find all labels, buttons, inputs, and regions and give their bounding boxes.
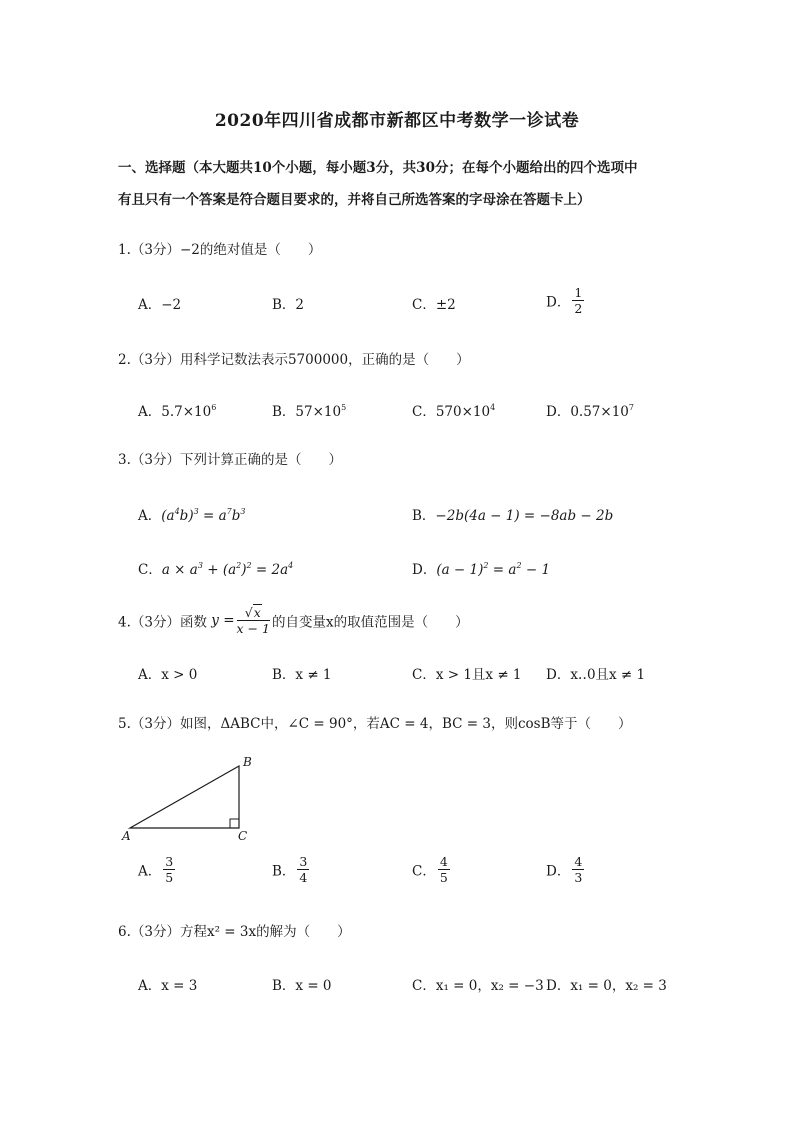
vertex-label-a: A	[122, 829, 131, 843]
option-label: C．	[138, 562, 162, 578]
question-1-option-d-fraction	[572, 286, 584, 315]
question-1-option-a: A．−2	[138, 297, 182, 313]
question-4-option-a: A．x > 0	[138, 667, 198, 683]
option-label: D．	[412, 562, 437, 578]
option-label: C．	[412, 863, 436, 880]
question-5-stem: 5.（3分）如图，ΔABC中，∠C = 90°，若AC = 4，BC = 3，则cosB等于（ ）	[118, 716, 632, 732]
vertex-label-b: B	[243, 755, 252, 769]
question-4-stem-y: y =	[211, 612, 235, 629]
question-4-option-c: C．x > 1且x ≠ 1	[412, 667, 522, 683]
question-3-option-b: B．−2b(4a − 1) = −8ab − 2b	[412, 508, 614, 524]
question-3-option-a: A．$(a^4b)^3 = a^7b^3$	[138, 507, 246, 524]
fraction-numerator: 3	[165, 854, 174, 869]
question-3-option-d: D．$(a - 1)^2 = a^2 - 1$	[412, 561, 551, 578]
triangle-outline	[130, 766, 239, 828]
fraction-denominator: 4	[299, 870, 308, 885]
option-label: B．	[272, 863, 296, 880]
question-5-option-c	[412, 855, 452, 884]
question-6-option-d: D．x₁ = 0，x₂ = 3	[546, 978, 667, 994]
question-6-option-c: C．x₁ = 0，x₂ = −3	[412, 978, 544, 994]
option-fraction	[163, 855, 175, 884]
sqrt-radicand: x	[253, 605, 261, 620]
fraction-denominator: 2	[574, 301, 583, 316]
question-2-option-d	[546, 400, 634, 420]
section-instructions-line1: 一、选择题（本大题共10个小题，每小题3分，共30分；在每个小题给出的四个选项中	[118, 160, 638, 176]
right-angle-marker	[230, 819, 239, 828]
question-4-option-b: B．x ≠ 1	[272, 667, 332, 683]
option-text: A．5.7×10	[138, 404, 212, 420]
fraction-numerator: 3	[299, 854, 308, 869]
section-instructions	[118, 152, 678, 216]
option-fraction	[438, 855, 450, 884]
section-instructions-line2: 有且只有一个答案是符合题目要求的，并将自己所选答案的字母涂在答题卡上）	[118, 192, 591, 208]
question-1-option-c: C．±2	[412, 297, 456, 313]
fraction-denominator: x − 1	[236, 621, 270, 636]
fraction-numerator: √x	[237, 606, 270, 621]
option-exponent: 5	[341, 403, 347, 412]
fraction-numerator: 4	[574, 854, 583, 869]
question-1-option-d-prefix: D．	[546, 294, 571, 311]
fraction-denominator: 5	[439, 870, 448, 885]
fraction-numerator: 1	[574, 285, 583, 300]
exam-title: 2020年四川省成都市新都区中考数学一诊试卷	[214, 111, 580, 131]
option-text: D．0.57×10	[546, 404, 629, 420]
option-text: B．57×10	[272, 404, 342, 420]
vertex-label-c: C	[238, 829, 248, 843]
fraction-denominator: 3	[574, 870, 583, 885]
question-1-stem: 1.（3分）−2的绝对值是（ ）	[118, 242, 322, 258]
question-4-option-d: D．x‥0且x ≠ 1	[546, 667, 646, 683]
question-2-option-c	[412, 400, 495, 420]
question-3-option-c: C．$a \times a^3 + (a^2)^2 = 2a^4$	[138, 561, 294, 578]
option-label: A．	[138, 508, 162, 524]
question-4-stem-suffix: 的自变量x的取值范围是（ ）	[271, 614, 469, 631]
question-1-option-b: B．2	[272, 297, 305, 313]
question-5-option-b	[272, 855, 311, 884]
question-4-function-fraction	[237, 606, 270, 635]
option-fraction	[297, 855, 309, 884]
option-label: D．	[546, 863, 571, 880]
option-label: B．	[412, 508, 436, 524]
fraction-numerator: 4	[439, 854, 448, 869]
question-6-option-a: A．x = 3	[138, 978, 198, 994]
option-exponent: 7	[628, 403, 634, 412]
option-text: C．570×10	[412, 404, 491, 420]
question-2-option-a	[138, 400, 216, 420]
question-4-stem-prefix: 4.（3分）函数	[118, 614, 207, 631]
question-3-stem: 3.（3分）下列计算正确的是（ ）	[118, 452, 342, 468]
option-exponent: 6	[211, 403, 217, 412]
option-fraction	[572, 855, 584, 884]
question-2-stem: 2.（3分）用科学记数法表示5700000，正确的是（ ）	[118, 352, 470, 368]
question-5-option-a	[138, 855, 177, 884]
question-1-option-d	[546, 286, 586, 315]
question-4-stem	[118, 606, 469, 635]
option-label: A．	[138, 863, 162, 880]
option-exponent: 4	[490, 403, 496, 412]
question-6-option-b: B．x = 0	[272, 978, 332, 994]
question-6-stem: 6.（3分）方程x² = 3x的解为（ ）	[118, 924, 351, 940]
question-5-option-d	[546, 855, 586, 884]
right-triangle-figure	[118, 752, 268, 844]
fraction-denominator: 5	[165, 870, 174, 885]
question-2-option-b	[272, 400, 346, 420]
